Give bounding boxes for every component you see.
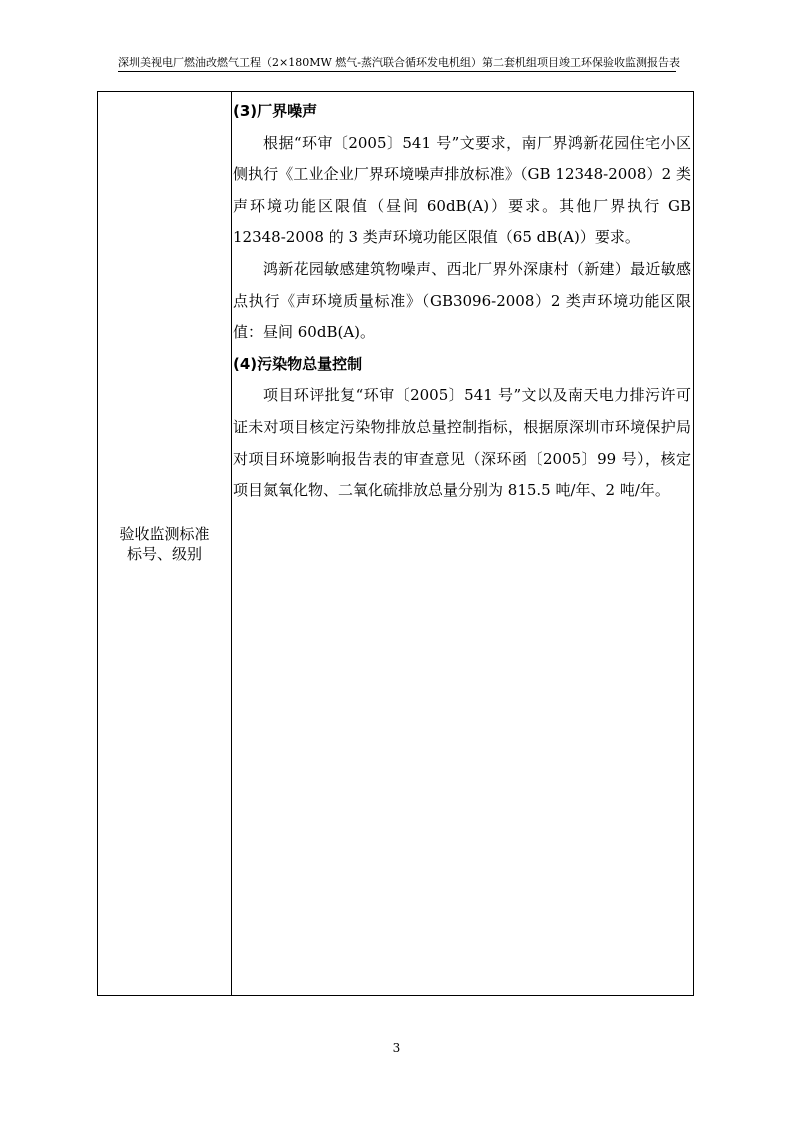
paragraph-sensitive-points: 鸿新花园敏感建筑物噪声、西北厂界外深康村（新建）最近敏感点执行《声环境质量标准》（GB3096-2008）2 类声环境功能区限值：昼间 60dB(A)。 [233, 259, 691, 342]
header-rule [118, 71, 676, 72]
section-heading-noise: (3)厂界噪声 [233, 102, 318, 120]
content-cell [233, 96, 691, 507]
paragraph-noise-standard: 根据“环审〔2005〕541 号”文要求，南厂界鸿新花园住宅小区侧执行《工业企业厂界环境噪声排放标准》（GB 12348-2008）2 类声环境功能区限值（昼间 60dB(A)）要求。其他厂界执行 GB 12348-2008 的 3 类声环境功能区限值（65 dB(A)）要求。 [233, 133, 691, 247]
column-divider [231, 92, 232, 995]
page-number: 3 [392, 1041, 401, 1055]
paragraph-total-control: 项目环评批复“环审〔2005〕541 号”文以及南天电力排污许可证未对项目核定污染物排放总量控制指标，根据原深圳市环境保护局对项目环境影响报告表的审查意见（深环函〔2005〕99 号），核定项目氮氧化物、二氧化硫排放总量分别为 815.5 吨/年、2 吨/年。 [233, 386, 691, 500]
row-label-line1: 验收监测标准 [119, 524, 210, 543]
standards-table [97, 91, 694, 996]
section-heading-total-control: (4)污染物总量控制 [233, 354, 363, 373]
document-header: 深圳美视电厂燃油改燃气工程（2×180MW 燃气-蒸汽联合循环发电机组）第二套机组项目竣工环保验收监测报告表 [118, 56, 680, 69]
row-label-cell [98, 92, 231, 995]
row-label-line2: 标号、级别 [126, 544, 202, 563]
